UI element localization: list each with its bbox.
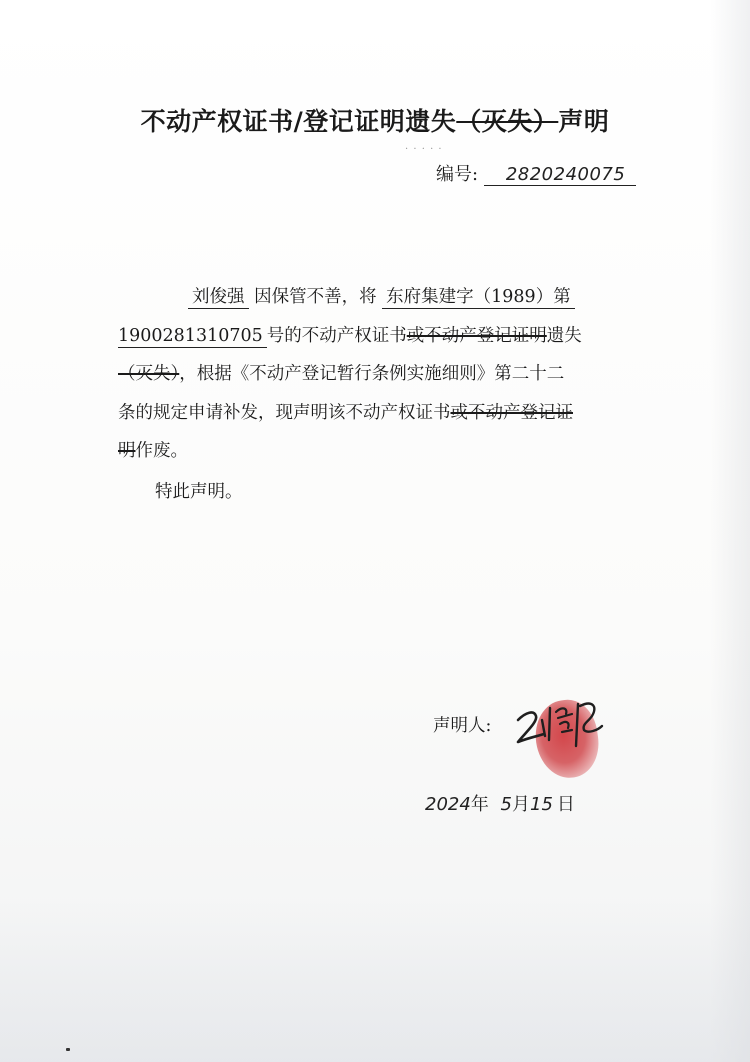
date-year: 2024 xyxy=(425,794,471,815)
declaration-body xyxy=(118,278,638,471)
body-text-2: 号的不动产权证书 xyxy=(266,325,407,346)
signature-stroke-4 xyxy=(576,704,602,746)
date-year-unit: 年 xyxy=(470,794,489,815)
body-line-2 xyxy=(118,317,638,356)
body-line-5 xyxy=(118,432,638,471)
closing-statement: 特此声明。 xyxy=(155,482,243,502)
number-label: 编号: xyxy=(436,164,479,185)
body-text-3: 遗失 xyxy=(546,325,582,346)
date-day: 15 xyxy=(530,794,553,815)
struck-text-2: （灭失） xyxy=(118,364,180,384)
title-struck-text: （灭失） xyxy=(456,107,559,136)
struck-text-3a: 或不动产登记证 xyxy=(450,402,573,423)
body-text-1: 因保管不善，将 xyxy=(254,287,377,307)
document-title xyxy=(0,102,750,138)
body-text-6: 作废。 xyxy=(135,441,188,461)
date-day-unit: 日 xyxy=(556,794,575,815)
body-text-4: ，根据《不动产登记暂行条例实施细则》第二十二 xyxy=(179,364,565,384)
struck-text-3b: 明 xyxy=(118,441,136,461)
title-end: 声明 xyxy=(558,107,610,136)
struck-text-1: 或不动产登记证明 xyxy=(406,325,547,346)
scan-speck xyxy=(66,1048,70,1051)
scan-dots: · · · · · xyxy=(405,144,443,155)
cert-prefix: 东府集建字（1989）第 xyxy=(382,287,575,309)
declarant-name: 刘俊强 xyxy=(188,287,249,309)
signing-date xyxy=(425,790,575,816)
body-line-4 xyxy=(118,394,638,433)
date-month: 5 xyxy=(500,794,512,815)
document-number-row xyxy=(436,160,636,186)
number-value: 2820240075 xyxy=(484,164,636,186)
title-main: 不动产权证书/登记证明遗失 xyxy=(140,107,457,136)
handwritten-signature xyxy=(512,690,612,770)
declarant-label: 声明人: xyxy=(433,716,492,736)
body-line-1 xyxy=(118,278,638,317)
signature-stroke-3 xyxy=(556,708,572,732)
scan-bottom-shadow xyxy=(0,902,750,1062)
body-text-5: 条的规定申请补发，现声明该不动产权证书 xyxy=(118,402,451,423)
body-line-3 xyxy=(118,355,638,394)
date-month-unit: 月 xyxy=(512,794,530,815)
signature-stroke-1 xyxy=(518,713,544,742)
cert-number: 1900281310705 xyxy=(118,326,267,348)
